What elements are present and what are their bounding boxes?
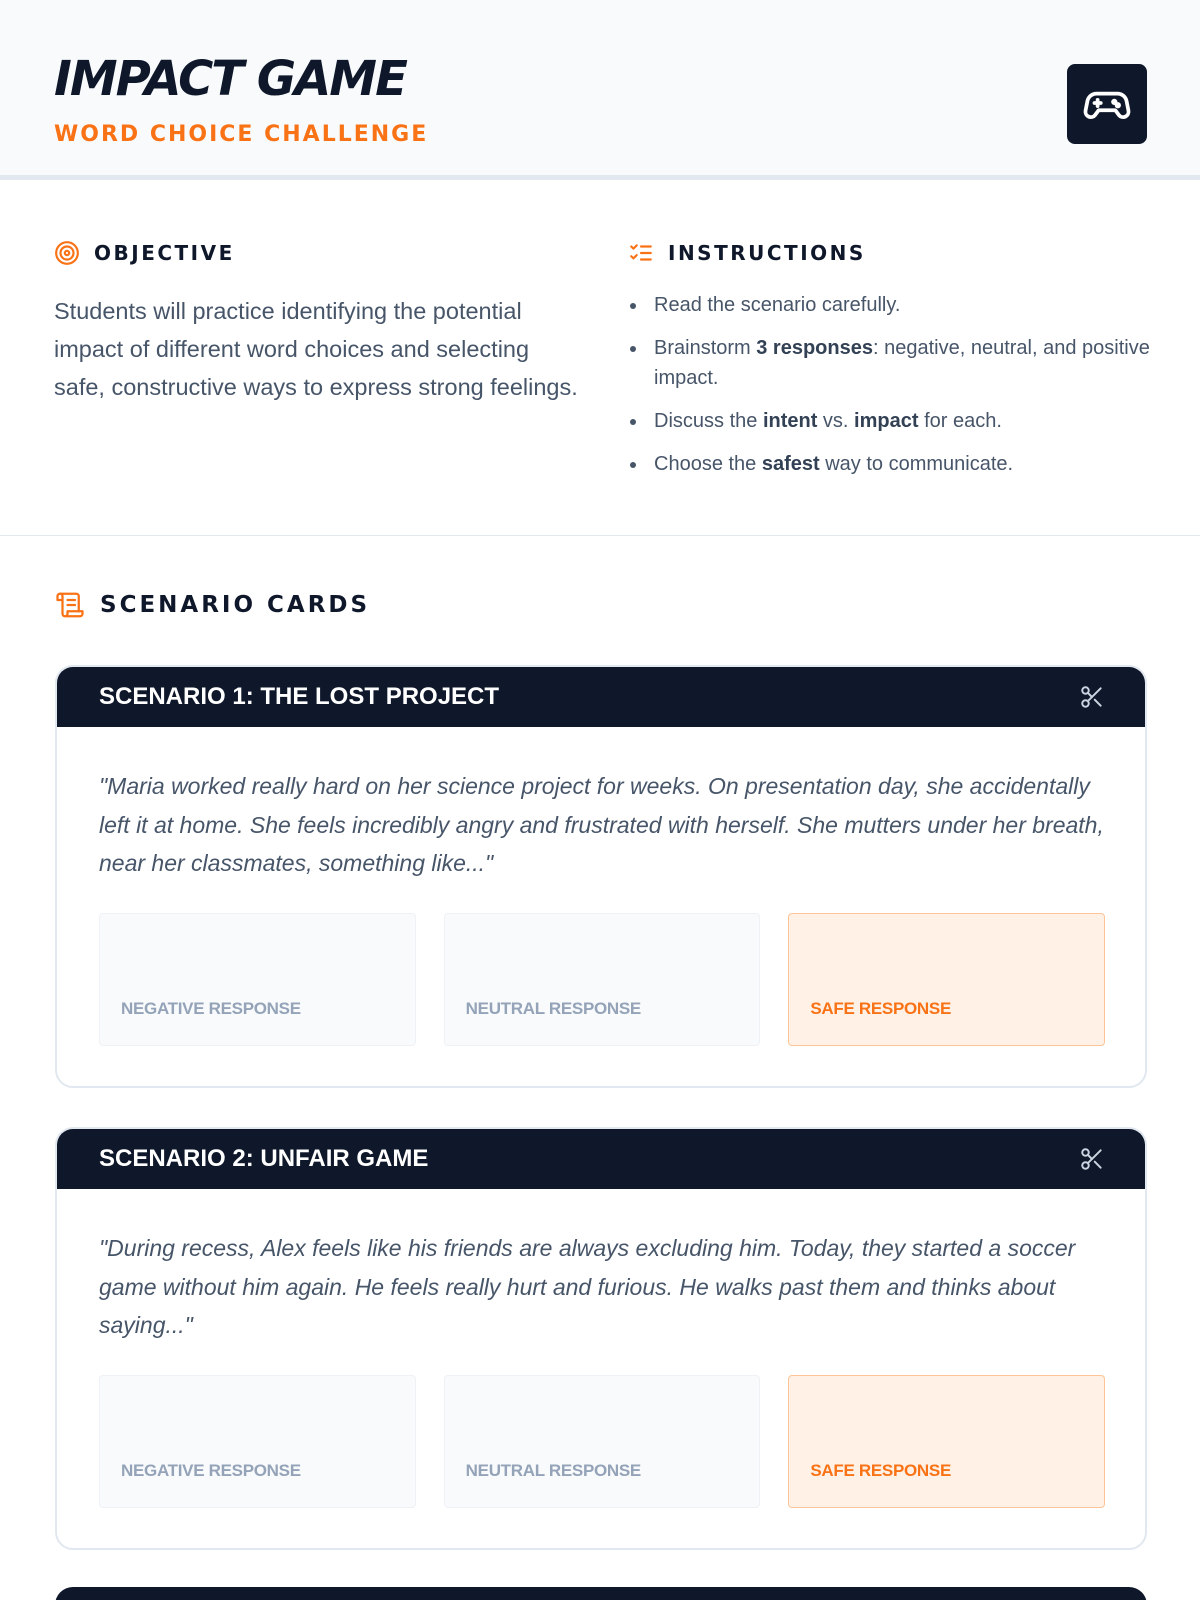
scenario-card-header [57,1129,1145,1189]
instruction-item: Discuss the intent vs. impact for each. [630,406,1150,436]
gamepad-icon [1082,79,1132,129]
instructions-heading [628,240,866,266]
objective-text: Students will practice identifying the potential impact of different word choices and selecting safe, constructive ways to express strong feelings. [54,298,578,400]
response-label: SAFE RESPONSE [810,1460,951,1480]
instruction-item: Read the scenario carefully. [630,290,1150,320]
instructions-heading-label: INSTRUCTIONS [668,241,866,265]
scenario-card-2 [55,1127,1147,1550]
target-icon [54,240,80,266]
scroll-icon [54,590,86,620]
instructions-list [630,290,1150,492]
response-row [99,1375,1105,1508]
page-subtitle: WORD CHOICE CHALLENGE [54,122,429,147]
scenario-cards-heading [54,590,370,620]
scenario-quote: "During recess, Alex feels like his friends are always excluding him. Today, they started a soccer game without him again. He feels really hurt and furious. He walks past them and thinks about saying..." [99,1235,1076,1338]
gamepad-button[interactable] [1067,64,1147,144]
scissors-icon[interactable] [1079,1146,1105,1172]
scenario-card-title: SCENARIO 1: THE LOST PROJECT [99,683,500,710]
scenario-card-header [57,667,1145,727]
scenario-card-1 [55,665,1147,1088]
objective-heading [54,240,235,266]
scissors-icon[interactable] [1079,684,1105,710]
safe-response-box[interactable] [788,913,1105,1046]
page-header [0,0,1200,180]
objective-heading-label: OBJECTIVE [94,241,235,265]
neutral-response-box[interactable] [444,1375,761,1508]
page-title: IMPACT GAME [54,51,406,107]
negative-response-box[interactable] [99,913,416,1046]
response-label: NEUTRAL RESPONSE [465,998,641,1018]
response-label: NEGATIVE RESPONSE [121,998,301,1018]
instruction-item: Brainstorm 3 responses: negative, neutral, and positive impact. [630,333,1150,393]
safe-response-box[interactable] [788,1375,1105,1508]
response-label: NEGATIVE RESPONSE [121,1460,301,1480]
scenario-cards-heading-label: SCENARIO CARDS [100,592,371,618]
neutral-response-box[interactable] [444,913,761,1046]
scenario-card-3 [55,1587,1147,1600]
response-label: NEUTRAL RESPONSE [465,1460,641,1480]
checklist-icon [628,240,654,266]
scenario-card-title: SCENARIO 2: UNFAIR GAME [99,1145,429,1172]
scenario-quote: "Maria worked really hard on her science project for weeks. On presentation day, she accidentally left it at home. She feels incredibly angry and frustrated with herself. She mutters under her breath, near her classmates, something like..." [99,773,1104,876]
response-label: SAFE RESPONSE [810,998,951,1018]
section-divider [0,535,1200,536]
response-row [99,913,1105,1046]
negative-response-box[interactable] [99,1375,416,1508]
instruction-item: Choose the safest way to communicate. [630,449,1150,479]
